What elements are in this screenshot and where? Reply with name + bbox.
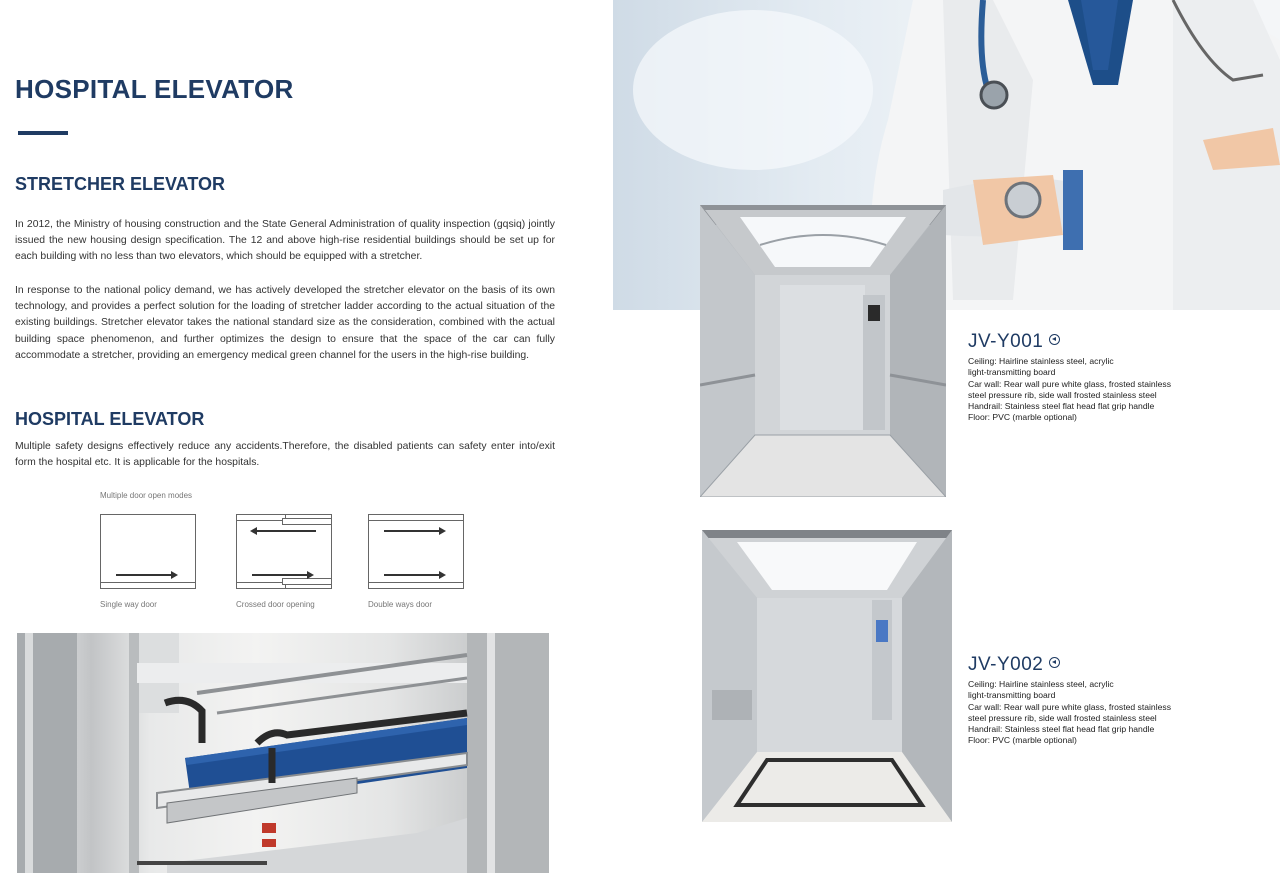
spec-line: Car wall: Rear wall pure white glass, frosted stainless	[968, 701, 1171, 712]
spec-line: steel pressure rib, side wall frosted stainless steel	[968, 712, 1157, 723]
door-label-crossed: Crossed door opening	[236, 600, 315, 609]
door-label-single: Single way door	[100, 600, 157, 609]
model-specs-jv-y002	[968, 679, 1183, 747]
arrow-right-icon	[384, 574, 440, 576]
spec-line: Floor: PVC (marble optional)	[968, 735, 1077, 746]
model-name: JV-Y002	[968, 654, 1044, 675]
elevator-jv-y002-photo	[702, 530, 952, 822]
spec-line: Car wall: Rear wall pure white glass, frosted stainless	[968, 378, 1171, 389]
model-specs-jv-y001	[968, 356, 1183, 424]
door-label-double: Double ways door	[368, 600, 433, 609]
stretcher-paragraph-1: In 2012, the Ministry of housing construction and the State General Administration of quality inspection (gqsiq) jointly issued the new housing design specification. The 12 and above high-rise residential buildings should be set up for each building with no less than two elevators, which should be equipped with a stretcher.	[15, 219, 555, 263]
play-left-icon[interactable]	[1049, 334, 1060, 345]
spec-line: light-transmitting board	[968, 367, 1056, 378]
hospital-paragraph: Multiple safety designs effectively reduce any accidents.Therefore, the disabled patients can safety enter into/exit form the hospital etc. It is applicable for the hospitals.	[15, 441, 555, 469]
model-name: JV-Y001	[968, 331, 1044, 352]
door-diagram-single	[100, 514, 197, 590]
stretcher-heading: STRETCHER ELEVATOR	[15, 174, 226, 194]
door-diagram-double	[368, 514, 465, 590]
model-title-jv-y002	[968, 654, 1060, 676]
elevator-jv-y001-photo	[700, 205, 946, 497]
play-left-icon[interactable]	[1049, 657, 1060, 668]
spec-line: Ceiling: Hairline stainless steel, acrylic	[968, 356, 1114, 366]
hospital-heading: HOSPITAL ELEVATOR	[15, 409, 205, 429]
model-title-jv-y001	[968, 331, 1060, 353]
spec-line: Floor: PVC (marble optional)	[968, 412, 1077, 423]
arrow-right-icon	[116, 574, 172, 576]
door-modes-caption: Multiple door open modes	[100, 491, 193, 500]
door-diagram-crossed	[236, 514, 333, 590]
stretcher-paragraph-2: In response to the national policy demand, we has actively developed the stretcher elevator on the basis of its own technology, and provides a perfect solution for the loading of stretcher ladder according to the actual situation of the existing buildings. Stretcher elevator takes the national standard size as the consideration, combined with the actual building space phenomenon, and further optimizes the design to ensure that the space of the car can fully accommodate a stretcher, providing an emergency medical green channel for the users in the high-rise building.	[15, 285, 555, 361]
page-title: HOSPITAL ELEVATOR	[15, 74, 294, 104]
stretcher-photo	[17, 633, 549, 873]
spec-line: light-transmitting board	[968, 690, 1056, 701]
spec-line: Handrail: Stainless steel flat head flat grip handle	[968, 724, 1155, 735]
arrow-right-icon	[252, 574, 308, 576]
title-underline	[18, 131, 68, 135]
spec-line: steel pressure rib, side wall frosted stainless steel	[968, 389, 1157, 400]
arrow-left-icon	[256, 530, 316, 532]
spec-line: Ceiling: Hairline stainless steel, acrylic	[968, 679, 1114, 689]
arrow-right-icon	[384, 530, 440, 532]
spec-line: Handrail: Stainless steel flat head flat grip handle	[968, 401, 1155, 412]
